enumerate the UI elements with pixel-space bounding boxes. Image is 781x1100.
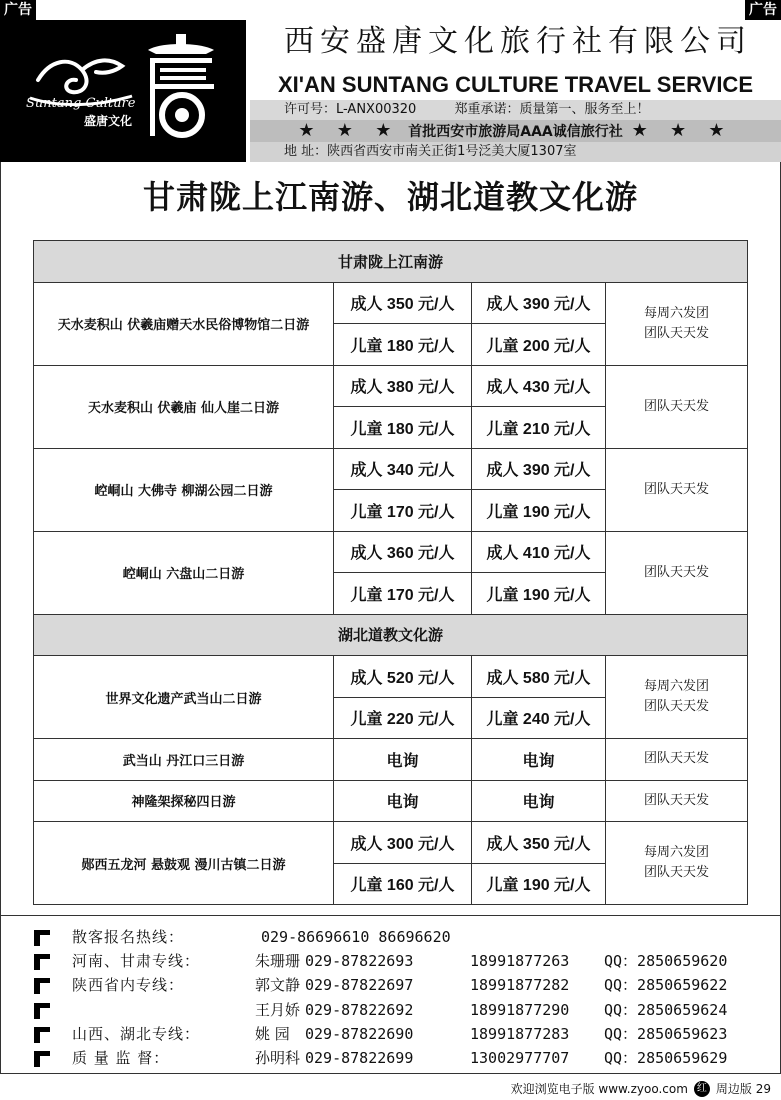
tour-row (34, 780, 748, 822)
contact-row (28, 949, 768, 973)
tour-name: 天水麦积山 伏羲庙赠天水民俗博物馆二日游 (34, 282, 334, 365)
logo-script-text: Suntang Culture (26, 96, 136, 111)
tour-row (34, 282, 748, 324)
contact-qq: QQ：2850659622 (604, 976, 728, 995)
price-inquiry: 电询 (334, 780, 472, 822)
corner-mark-icon (34, 1003, 50, 1019)
company-name-cn: 西安盛唐文化旅行社有限公司 (284, 24, 752, 59)
tour-row (34, 365, 748, 407)
ad-tag-left: 广告 (0, 0, 36, 20)
child-price-2: 儿童 190 元/人 (472, 573, 606, 615)
corner-mark-icon (34, 930, 50, 946)
adult-price-2: 成人 390 元/人 (472, 282, 606, 324)
section-header-row (34, 614, 748, 656)
tour-schedule (606, 282, 748, 365)
tour-schedule (606, 739, 748, 781)
adult-price-1: 成人 520 元/人 (334, 656, 472, 698)
adult-price-2: 成人 430 元/人 (472, 365, 606, 407)
tour-row (34, 531, 748, 573)
child-price-2: 儿童 240 元/人 (472, 697, 606, 739)
logo (0, 20, 246, 162)
contact-mobile: 18991877282 (470, 976, 570, 995)
tour-name: 崆峒山 六盘山二日游 (34, 531, 334, 614)
aaa-bar (250, 120, 781, 142)
contact-person: 孙明科 (255, 1048, 301, 1067)
schedule-line: 团队天天发 (644, 564, 710, 580)
tour-schedule (606, 531, 748, 614)
section-heading: 甘肃陇上江南游 (34, 241, 748, 283)
contact-row (28, 998, 768, 1022)
contact-block (28, 925, 768, 1070)
footer (511, 1080, 771, 1097)
adult-price-2: 成人 390 元/人 (472, 448, 606, 490)
contact-label: 山西、湖北专线： (72, 1024, 201, 1043)
child-price-2: 儿童 190 元/人 (472, 490, 606, 532)
stars-right-icon: ★ ★ ★ (631, 120, 733, 141)
tour-name: 武当山 丹江口三日游 (34, 739, 334, 781)
footer-badge-icon: 红 (694, 1081, 710, 1097)
section-header-row (34, 241, 748, 283)
hotline-label: 散客报名热线： (72, 928, 185, 946)
contact-phone: 029-87822693 (305, 952, 414, 971)
schedule-line: 团队天天发 (644, 865, 710, 880)
contact-person: 姚 园 (255, 1024, 290, 1043)
tour-row (34, 822, 748, 864)
license-number: 许可号：L-ANX00320 (284, 102, 417, 117)
tour-price-table (33, 240, 748, 905)
contact-mobile: 18991877283 (470, 1024, 570, 1043)
logo-mark-icon (0, 20, 246, 162)
price-inquiry: 电询 (472, 780, 606, 822)
tour-row (34, 739, 748, 781)
schedule-line: 团队天天发 (644, 398, 710, 414)
aaa-text: 首批西安市旅游局AAA诚信旅行社 (408, 124, 623, 140)
divider (0, 915, 781, 916)
child-price-2: 儿童 210 元/人 (472, 407, 606, 449)
license-bar (250, 100, 781, 120)
tour-schedule (606, 822, 748, 905)
tour-schedule (606, 780, 748, 822)
contact-row (28, 1046, 768, 1070)
contact-qq: QQ：2850659629 (604, 1048, 728, 1067)
contact-person: 王月娇 (255, 1000, 301, 1019)
ad-tag-right: 广告 (745, 0, 781, 20)
contact-phone: 029-87822699 (305, 1048, 414, 1067)
contact-label: 河南、甘肃专线： (72, 952, 201, 971)
adult-price-1: 成人 340 元/人 (334, 448, 472, 490)
address-bar: 地 址：陕西省西安市南关正街1号泛美大厦1307室 (250, 142, 781, 162)
header (0, 20, 781, 162)
tour-name: 天水麦积山 伏羲庙 仙人崖二日游 (34, 365, 334, 448)
contact-qq: QQ：2850659620 (604, 952, 728, 971)
contact-label: 陕西省内专线： (72, 976, 185, 995)
schedule-line: 团队天天发 (644, 325, 710, 341)
corner-mark-icon (34, 978, 50, 994)
child-price-1: 儿童 180 元/人 (334, 407, 472, 449)
contact-phone: 029-87822697 (305, 976, 414, 995)
contact-mobile: 13002977707 (470, 1048, 570, 1067)
tour-row (34, 656, 748, 698)
schedule-line: 团队天天发 (644, 699, 710, 714)
child-price-1: 儿童 170 元/人 (334, 573, 472, 615)
corner-mark-icon (34, 1027, 50, 1043)
corner-mark-icon (34, 954, 50, 970)
contact-phone: 029-87822692 (305, 1000, 414, 1019)
adult-price-1: 成人 350 元/人 (334, 282, 472, 324)
adult-price-2: 成人 410 元/人 (472, 531, 606, 573)
tour-name: 世界文化遗产武当山二日游 (34, 656, 334, 739)
logo-cn-text: 盛唐文化 (84, 114, 133, 128)
schedule-line: 团队天天发 (644, 751, 710, 767)
child-price-1: 儿童 170 元/人 (334, 490, 472, 532)
footer-text: 欢迎浏览电子版 www.zyoo.com (510, 1082, 688, 1096)
tour-schedule (606, 448, 748, 531)
tour-name: 神隆架探秘四日游 (34, 780, 334, 822)
schedule-line: 团队天天发 (644, 792, 710, 808)
tour-name: 郧西五龙河 悬鼓观 漫川古镇二日游 (34, 822, 334, 905)
contact-row (28, 1022, 768, 1046)
tour-row (34, 448, 748, 490)
tour-schedule (606, 656, 748, 739)
contact-row (28, 973, 768, 997)
tour-name: 崆峒山 大佛寺 柳湖公园二日游 (34, 448, 334, 531)
schedule-line: 每周六发团 (644, 305, 710, 321)
child-price-2: 儿童 190 元/人 (472, 863, 606, 905)
contact-mobile: 18991877290 (470, 1000, 570, 1019)
section-heading: 湖北道教文化游 (34, 614, 748, 656)
service-promise: 郑重承诺：质量第一、服务至上！ (454, 102, 650, 117)
page-title: 甘肃陇上江南游、湖北道教文化游 (142, 178, 638, 216)
contact-qq: QQ：2850659623 (604, 1024, 728, 1043)
corner-mark-icon (34, 1051, 50, 1067)
footer-page: 周边版 29 (715, 1082, 771, 1096)
contact-label: 质 量 监 督： (72, 1048, 170, 1067)
child-price-1: 儿童 220 元/人 (334, 697, 472, 739)
child-price-1: 儿童 180 元/人 (334, 324, 472, 366)
tour-schedule (606, 365, 748, 448)
adult-price-1: 成人 360 元/人 (334, 531, 472, 573)
schedule-line: 每周六发团 (644, 845, 710, 860)
price-inquiry: 电询 (472, 739, 606, 781)
adult-price-2: 成人 580 元/人 (472, 656, 606, 698)
price-inquiry: 电询 (334, 739, 472, 781)
hotline-number: 029-86696610 86696620 (261, 928, 451, 946)
company-name-en: XI'AN SUNTANG CULTURE TRAVEL SERVICE (277, 72, 753, 97)
contact-row-hotline (28, 925, 768, 949)
schedule-line: 团队天天发 (644, 481, 710, 497)
child-price-2: 儿童 200 元/人 (472, 324, 606, 366)
stars-left-icon: ★ ★ ★ (298, 120, 400, 141)
contact-person: 朱珊珊 (255, 952, 301, 971)
contact-person: 郭文静 (255, 976, 301, 995)
child-price-1: 儿童 160 元/人 (334, 863, 472, 905)
adult-price-1: 成人 380 元/人 (334, 365, 472, 407)
schedule-line: 每周六发团 (644, 679, 710, 694)
adult-price-1: 成人 300 元/人 (334, 822, 472, 864)
contact-qq: QQ：2850659624 (604, 1000, 728, 1019)
contact-phone: 029-87822690 (305, 1024, 414, 1043)
adult-price-2: 成人 350 元/人 (472, 822, 606, 864)
contact-mobile: 18991877263 (470, 952, 570, 971)
